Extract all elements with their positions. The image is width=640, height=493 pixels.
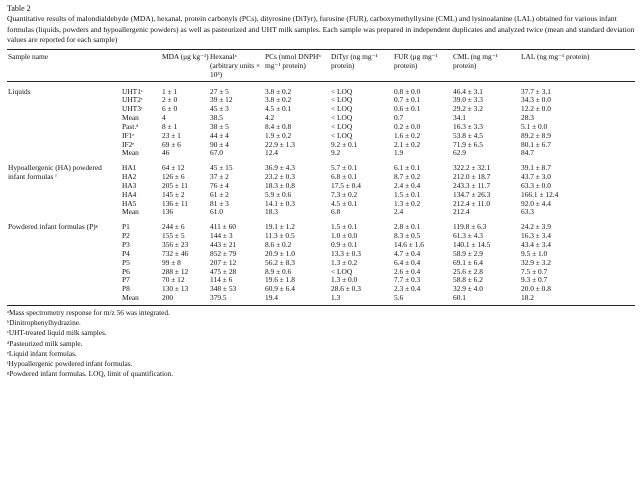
table-cell: 80.1 ± 6.7 xyxy=(521,139,551,149)
table-cell: HA4 xyxy=(122,189,137,199)
table-cell: 212.4 xyxy=(453,207,470,217)
results-table xyxy=(7,50,635,305)
table-cell: 17.5 ± 0.4 xyxy=(331,180,361,190)
table-cell: 22.9 ± 1.3 xyxy=(265,139,295,149)
table-cell: 61.0 xyxy=(210,207,223,217)
table-cell: 53.8 ± 4.5 xyxy=(453,130,483,140)
table-cell: 45 ± 3 xyxy=(210,104,229,114)
table-cell: 145 ± 2 xyxy=(162,189,185,199)
table-cell: HA2 xyxy=(122,172,137,182)
table-cell: 6.8 xyxy=(331,207,341,217)
table-cell: Past.ᵈ xyxy=(122,121,139,131)
table-cell: 7.3 ± 0.2 xyxy=(331,189,358,199)
table-cell: 732 ± 46 xyxy=(162,248,189,258)
table-cell: 23.2 ± 0.3 xyxy=(265,172,295,182)
table-cell: 37.7 ± 3.1 xyxy=(521,86,551,96)
table-cell: 20.0 ± 0.8 xyxy=(521,284,551,294)
table-cell: 37 ± 2 xyxy=(210,172,229,182)
table-cell: 8.4 ± 0.8 xyxy=(265,121,292,131)
table-cell: 1.0 ± 0.0 xyxy=(331,231,358,241)
table-cell: 12.2 ± 0.0 xyxy=(521,104,551,114)
table-cell: < LOQ xyxy=(331,113,353,123)
table-cell: 20.9 ± 1.0 xyxy=(265,248,295,258)
table-cell: 39.1 ± 8.7 xyxy=(521,163,551,173)
table-cell: UHT3ᶜ xyxy=(122,104,143,114)
table-cell: 200 xyxy=(162,293,174,303)
table-cell: 24.2 ± 3.9 xyxy=(521,222,551,232)
table-cell: 69.1 ± 6.4 xyxy=(453,257,483,267)
table-cell: 62.9 xyxy=(453,148,466,158)
table-cell: 81 ± 3 xyxy=(210,198,229,208)
table-cell: 63.3 xyxy=(521,207,534,217)
table-cell: 45 ± 15 xyxy=(210,163,233,173)
table-cell: 9.2 ± 0.1 xyxy=(331,139,358,149)
footnote: ᶠHypoallergenic powdered infant formulas. xyxy=(7,358,133,368)
table-cell: 13.3 ± 0.3 xyxy=(331,248,361,258)
table-cell: Mean xyxy=(122,148,139,158)
column-header: CML (ng mg⁻¹ protein) xyxy=(453,51,498,70)
table-cell: 443 ± 21 xyxy=(210,240,237,249)
table-cell: 3.8 ± 0.2 xyxy=(265,86,292,96)
table-cell: IF2ᵉ xyxy=(122,139,135,149)
table-cell: 0.2 ± 0.0 xyxy=(394,121,421,131)
table-cell: 46 xyxy=(162,148,170,158)
table-cell: 38 ± 5 xyxy=(210,121,229,131)
column-header: PCs (nmol DNPHᵇ mg⁻¹ protein) xyxy=(265,51,321,70)
footnote: ᶜUHT-treated liquid milk samples. xyxy=(7,328,107,338)
table-cell: 2.6 ± 0.4 xyxy=(394,266,421,276)
table-cell: 60.9 ± 6.4 xyxy=(265,284,295,294)
table-cell: 1.9 ± 0.2 xyxy=(265,130,292,140)
table-cell: 99 ± 8 xyxy=(162,257,181,267)
table-cell: 140.1 ± 14.5 xyxy=(453,240,491,249)
table-cell: 8.7 ± 0.2 xyxy=(394,172,421,182)
table-cell: 18.2 xyxy=(521,293,534,303)
table-cell: 0.9 ± 0.1 xyxy=(331,240,358,249)
table-cell: 2 ± 0 xyxy=(162,95,178,105)
table-cell: 27 ± 5 xyxy=(210,86,229,96)
table-cell: 4.5 ± 0.1 xyxy=(331,198,358,208)
table-cell: P2 xyxy=(122,231,130,241)
table-cell: 25.6 ± 2.8 xyxy=(453,266,483,276)
table-cell: 136 xyxy=(162,207,174,217)
table-cell: 71.9 ± 6.5 xyxy=(453,139,483,149)
table-cell: 34.3 ± 0.0 xyxy=(521,95,551,105)
table-cell: 43.7 ± 3.0 xyxy=(521,172,551,182)
table-cell: 36.9 ± 4.3 xyxy=(265,163,295,173)
table-cell: 379.5 xyxy=(210,293,227,303)
table-cell: 76 ± 4 xyxy=(210,180,229,190)
table-cell: 155 ± 5 xyxy=(162,231,185,241)
table-cell: 12.4 xyxy=(265,148,278,158)
table-cell: 19.6 ± 1.8 xyxy=(265,275,295,285)
table-cell: 3.8 ± 0.2 xyxy=(265,95,292,105)
table-cell: 134.7 ± 26.3 xyxy=(453,189,491,199)
table-cell: 61 ± 2 xyxy=(210,189,229,199)
table-cell: 69 ± 6 xyxy=(162,139,181,149)
table-cell: 14.1 ± 0.3 xyxy=(265,198,295,208)
table-cell: 4.2 xyxy=(265,113,275,123)
table-cell: 9.5 ± 1.0 xyxy=(521,248,548,258)
table-cell: 166.1 ± 12.4 xyxy=(521,189,559,199)
table-cell: P6 xyxy=(122,266,130,276)
table-cell: < LOQ xyxy=(331,86,353,96)
column-header: LAL (ng mg⁻¹ protein) xyxy=(521,51,590,61)
table-cell: 0.7 xyxy=(394,113,404,123)
table-cell: 7.7 ± 0.3 xyxy=(394,275,421,285)
table-cell: 4 xyxy=(162,113,166,123)
table-cell: 18.3 xyxy=(265,207,278,217)
column-header: MDA (μg kg⁻¹) xyxy=(162,51,209,61)
table-cell: < LOQ xyxy=(331,104,353,114)
table-cell: Mean xyxy=(122,207,139,217)
table-cell: 32.9 ± 4.0 xyxy=(453,284,483,294)
table-cell: 475 ± 28 xyxy=(210,266,237,276)
footnote: ᵉLiquid infant formulas. xyxy=(7,348,77,358)
table-cell: 5.6 xyxy=(394,293,404,303)
table-cell: P4 xyxy=(122,248,130,258)
footnote: ᵍPowdered infant formulas. LOQ, limit of quantification. xyxy=(7,369,174,379)
table-cell: 8.6 ± 0.2 xyxy=(265,240,292,249)
table-cell: 288 ± 12 xyxy=(162,266,189,276)
table-cell: 205 ± 11 xyxy=(162,180,188,190)
table-cell: 23 ± 1 xyxy=(162,130,181,140)
table-cell: HA5 xyxy=(122,198,137,208)
table-cell: 356 ± 23 xyxy=(162,240,189,249)
table-cell: 2.3 ± 0.4 xyxy=(394,284,421,294)
table-cell: < LOQ xyxy=(331,266,353,276)
table-cell: Mean xyxy=(122,113,139,123)
table-cell: 29.2 ± 3.2 xyxy=(453,104,483,114)
table-label: Table 2 xyxy=(7,4,31,13)
table-cell: UHT1ᶜ xyxy=(122,86,143,96)
table-cell: P3 xyxy=(122,240,130,249)
table-cell: 4.7 ± 0.4 xyxy=(394,248,421,258)
table-cell: 2.8 ± 0.1 xyxy=(394,222,421,232)
table-cell: 5.7 ± 0.1 xyxy=(331,163,358,173)
table-cell: 348 ± 53 xyxy=(210,284,237,294)
table-cell: IF1ᵉ xyxy=(122,130,135,140)
table-cell: < LOQ xyxy=(331,130,353,140)
table-body xyxy=(7,81,635,305)
table-cell: 19.4 xyxy=(265,293,278,303)
column-header: DiTyr (ng mg⁻¹ protein) xyxy=(331,51,378,70)
table-cell: < LOQ xyxy=(331,95,353,105)
group-name-cell: Liquids xyxy=(8,86,31,96)
table-cell: 2.4 ± 0.4 xyxy=(394,180,421,190)
document-page xyxy=(7,0,635,379)
table-cell: 28.6 ± 0.3 xyxy=(331,284,361,294)
table-cell: 89.2 ± 8.9 xyxy=(521,130,551,140)
table-cell: P1 xyxy=(122,222,130,232)
table-cell: 9.2 xyxy=(331,148,341,158)
table-cell: 43.4 ± 3.4 xyxy=(521,240,551,249)
table-cell: 130 ± 13 xyxy=(162,284,189,294)
table-cell: 0.6 ± 0.1 xyxy=(394,104,421,114)
table-cell: P7 xyxy=(122,275,130,285)
table-cell: 58.8 ± 6.2 xyxy=(453,275,483,285)
table-cell: 244 ± 6 xyxy=(162,222,185,232)
column-header xyxy=(122,50,162,82)
table-cell: 9.3 ± 0.7 xyxy=(521,275,548,285)
table-cell: 114 ± 6 xyxy=(210,275,233,285)
table-cell: UHT2ᶜ xyxy=(122,95,143,105)
table-cell: 6.4 ± 0.4 xyxy=(394,257,421,267)
table-cell: 0.8 ± 0.0 xyxy=(394,86,421,96)
footnote: ᵇDinitrophenylhydrazine. xyxy=(7,318,81,328)
table-cell: Mean xyxy=(122,293,139,303)
footnote: ᵃMass spectrometry response for m/z 56 was integrated. xyxy=(7,307,170,317)
footnotes xyxy=(7,308,635,379)
footnote: ᵈPasteurized milk sample. xyxy=(7,338,83,348)
table-cell: 34.1 xyxy=(453,113,466,123)
table-cell: 1.5 ± 0.1 xyxy=(394,189,421,199)
table-cell: 5.1 ± 0.0 xyxy=(521,121,548,131)
group-name-cell: Hypoallergenic (HA) powdered infant formulas ᶠ xyxy=(8,163,102,182)
table-header xyxy=(7,50,635,82)
group-name-cell: Powdered infant formulas (P)ᵍ xyxy=(8,222,98,232)
table-cell: 18.3 ± 0.8 xyxy=(265,180,295,190)
table-cell: 67.0 xyxy=(210,148,223,158)
table-cell: 119.8 ± 6.3 xyxy=(453,222,487,232)
table-cell: 11.3 ± 0.5 xyxy=(265,231,295,241)
table-cell: 2.1 ± 0.2 xyxy=(394,139,421,149)
table-caption: Quantitative results of malondialdehyde (MDA), hexanal, protein carbonyls (PCs), dityrosine (DiTyr), furosine (FUR), carboxymethyllysine (CML) and lysinoalanine (LAL) obtained for various infant formulas (liquids, powders and hypoallergenic powders) as well as pasteurized and UHT milk samples. Each sample was prepared in independent duplicates and analyzed twice (mean and standard deviation values are reported for each sample) xyxy=(7,14,635,44)
table-cell: 44 ± 4 xyxy=(210,130,229,140)
table-cell: 39.0 ± 3.3 xyxy=(453,95,483,105)
table-cell: 32.9 ± 3.2 xyxy=(521,257,551,267)
table-cell: < LOQ xyxy=(331,121,353,131)
column-header: Hexanalᵃ (arbitrary units × 10³) xyxy=(210,51,261,79)
table-cell: 46.4 ± 3.1 xyxy=(453,86,483,96)
table-cell: 0.7 ± 0.1 xyxy=(394,95,421,105)
table-cell: 1.3 ± 0.2 xyxy=(394,198,421,208)
table-cell: 243.3 ± 11.7 xyxy=(453,180,491,190)
table-cell: 1 ± 1 xyxy=(162,86,178,96)
table-cell: 1.9 xyxy=(394,148,404,158)
table-cell: 5.9 ± 0.6 xyxy=(265,189,292,199)
table-cell: 8.3 ± 0.5 xyxy=(394,231,421,241)
table-cell: 1.3 xyxy=(331,293,341,303)
column-header: Sample name xyxy=(8,51,49,61)
table-cell: 38.5 xyxy=(210,113,223,123)
table-cell: 64 ± 12 xyxy=(162,163,185,173)
table-cell: 1.5 ± 0.1 xyxy=(331,222,358,232)
table-cell: 28.3 xyxy=(521,113,534,123)
table-cell: 212.0 ± 18.7 xyxy=(453,172,491,182)
table-cell: 58.9 ± 2.9 xyxy=(453,248,483,258)
table-cell: 1.3 ± 0.0 xyxy=(331,275,358,285)
table-cell: 84.7 xyxy=(521,148,534,158)
table-cell: 63.3 ± 0.0 xyxy=(521,180,551,190)
table-cell: 8.9 ± 0.6 xyxy=(265,266,292,276)
table-cell: 322.2 ± 32.1 xyxy=(453,163,491,173)
table-cell: HA3 xyxy=(122,180,137,190)
table-cell: 144 ± 3 xyxy=(210,231,233,241)
table-cell: 1.6 ± 0.2 xyxy=(394,130,421,140)
table-cell: 207 ± 12 xyxy=(210,257,237,267)
table-cell: P5 xyxy=(122,257,130,267)
table-cell: 19.1 ± 1.2 xyxy=(265,222,295,232)
table-cell: 852 ± 79 xyxy=(210,248,237,258)
column-header: FUR (μg mg⁻¹ protein) xyxy=(394,51,438,70)
table-cell: 2.4 xyxy=(394,207,404,217)
table-cell: 92.0 ± 4.4 xyxy=(521,198,551,208)
table-cell: 16.3 ± 3.4 xyxy=(521,231,551,241)
table-cell: 90 ± 4 xyxy=(210,139,229,149)
table-cell: 7.5 ± 0.7 xyxy=(521,266,548,276)
table-cell: 1.3 ± 0.2 xyxy=(331,257,358,267)
table-cell: 56.2 ± 8.3 xyxy=(265,257,295,267)
table-cell: 8 ± 1 xyxy=(162,121,178,131)
table-cell: 4.5 ± 0.1 xyxy=(265,104,292,114)
table-cell: 16.3 ± 3.3 xyxy=(453,121,483,131)
table-cell: 6.8 ± 0.1 xyxy=(331,172,358,182)
table-cell: 39 ± 12 xyxy=(210,95,233,105)
table-cell: 61.3 ± 4.3 xyxy=(453,231,483,241)
table-cell: 212.4 ± 11.0 xyxy=(453,198,491,208)
table-cell: 126 ± 6 xyxy=(162,172,185,182)
table-cell: 14.6 ± 1.6 xyxy=(394,240,424,249)
table-cell: HA1 xyxy=(122,163,137,173)
table-cell: 60.1 xyxy=(453,293,466,303)
bottom-rule xyxy=(7,305,635,306)
table-cell: 136 ± 11 xyxy=(162,198,188,208)
table-cell: 6.1 ± 0.1 xyxy=(394,163,421,173)
table-cell: 411 ± 60 xyxy=(210,222,236,232)
table-cell: 70 ± 12 xyxy=(162,275,185,285)
table-cell: P8 xyxy=(122,284,130,294)
table-cell: 6 ± 0 xyxy=(162,104,178,114)
